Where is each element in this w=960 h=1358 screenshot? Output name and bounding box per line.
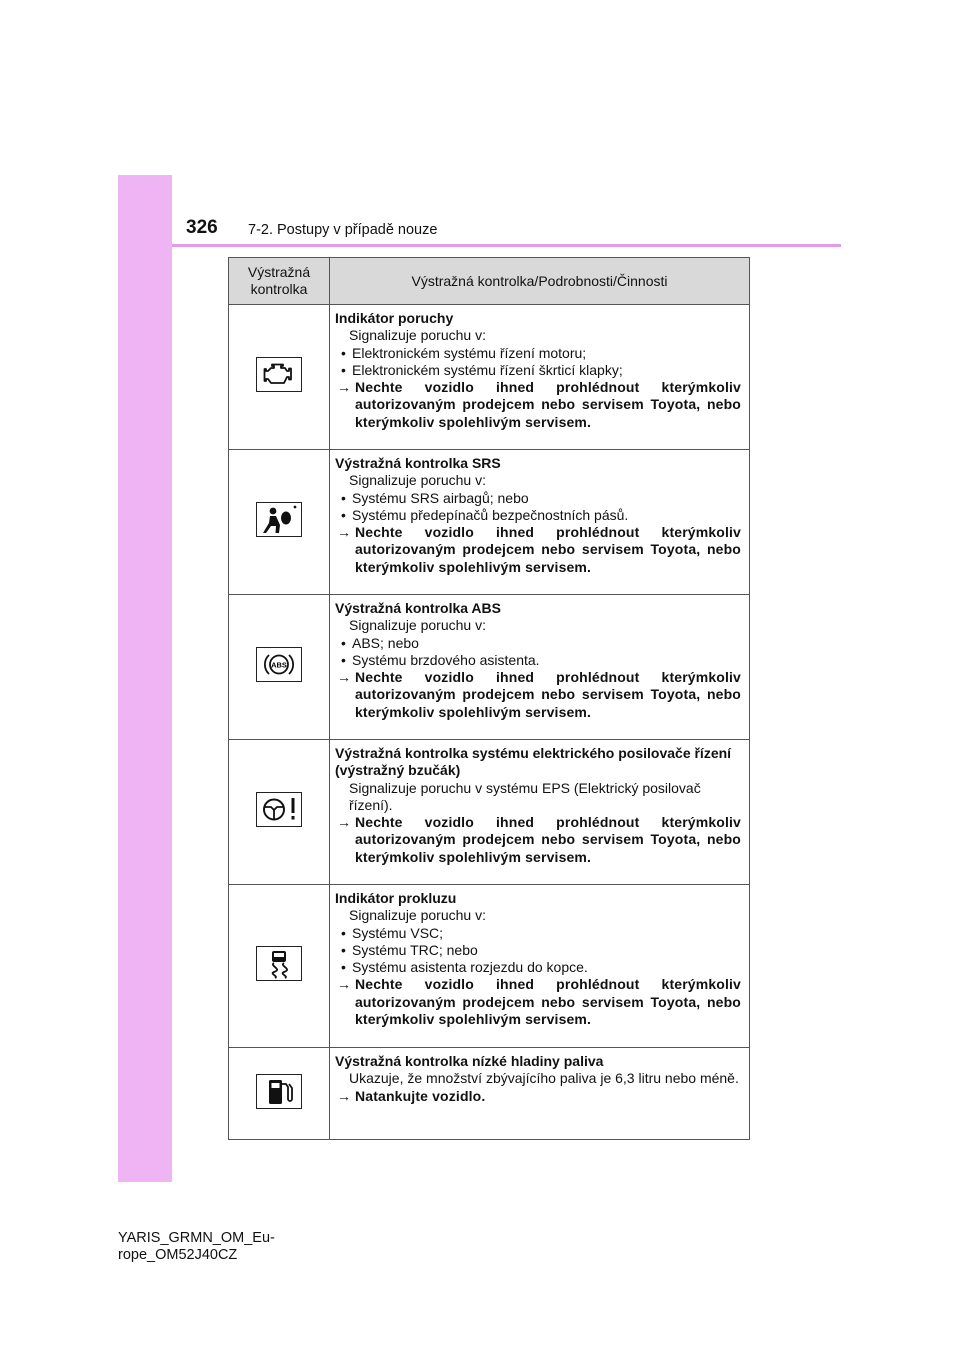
footer-code-line-2: rope_OM52J40CZ bbox=[118, 1247, 238, 1263]
action-text: → Natankujte vozidlo. bbox=[335, 1088, 741, 1105]
icon-cell bbox=[229, 305, 330, 450]
indicator-title: Indikátor poruchy bbox=[335, 310, 454, 326]
indicator-title: Výstražná kontrolka SRS bbox=[335, 455, 501, 471]
action-text: → Nechte vozidlo ihned prohlédnout kterýmkoliv autorizovaným prodejcem nebo servisem Toyota, nebo kterýmkoliv spolehlivým servisem. bbox=[335, 379, 741, 431]
indicator-title: Výstražná kontrolka ABS bbox=[335, 600, 501, 616]
details-cell bbox=[330, 595, 750, 740]
icon-cell bbox=[229, 450, 330, 595]
indicator-intro: Signalizuje poruchu v: bbox=[349, 907, 486, 924]
column-header-details: Výstražná kontrolka/Podrobnosti/Činnosti bbox=[330, 258, 750, 305]
indicator-title: Výstražná kontrolka systému elektrického posilovače řízení (výstražný bzučák) bbox=[335, 745, 732, 779]
details-cell bbox=[330, 450, 750, 595]
list-item: • Systému SRS airbagů; nebo bbox=[335, 490, 741, 507]
page-number: 326 bbox=[186, 217, 218, 238]
indicator-intro: Signalizuje poruchu v systému EPS (Elektrický posilovač řízení). bbox=[349, 779, 701, 813]
list-item: • Systému VSC; bbox=[335, 925, 741, 942]
indicator-title: Výstražná kontrolka nízké hladiny paliva bbox=[335, 1053, 604, 1069]
document-footer bbox=[118, 1230, 275, 1264]
table-header-row bbox=[229, 258, 750, 305]
header-rule bbox=[172, 244, 841, 247]
abs-icon bbox=[256, 647, 302, 682]
footer-code-line-1: YARIS_GRMN_OM_Eu- bbox=[118, 1230, 275, 1246]
warning-lights-table bbox=[228, 257, 750, 1140]
list-item: • Systému asistenta rozjezdu do kopce. bbox=[335, 959, 741, 976]
list-item: • Systému brzdového asistenta. bbox=[335, 652, 741, 669]
icon-cell bbox=[229, 1048, 330, 1140]
slip-indicator-icon bbox=[256, 946, 302, 981]
list-item: • Elektronickém systému řízení škrticí klapky; bbox=[335, 362, 741, 379]
indicator-intro: Signalizuje poruchu v: bbox=[349, 617, 486, 634]
abs-icon-label: ABS bbox=[271, 660, 287, 670]
list-item: • ABS; nebo bbox=[335, 635, 741, 652]
icon-cell bbox=[229, 740, 330, 885]
action-text: → Nechte vozidlo ihned prohlédnout kterýmkoliv autorizovaným prodejcem nebo servisem Toyota, nebo kterýmkoliv spolehlivým servisem. bbox=[335, 976, 741, 1028]
details-cell bbox=[330, 305, 750, 450]
indicator-intro: Ukazuje, že množství zbývajícího paliva je 6,3 litru nebo méně. bbox=[349, 1070, 739, 1087]
details-cell bbox=[330, 885, 750, 1048]
fuel-pump-icon bbox=[256, 1074, 302, 1109]
action-text: → Nechte vozidlo ihned prohlédnout kterýmkoliv autorizovaným prodejcem nebo servisem Toyota, nebo kterýmkoliv spolehlivým servisem. bbox=[335, 814, 741, 866]
table-row bbox=[229, 595, 750, 740]
list-item: • Systému předepínačů bezpečnostních pásů. bbox=[335, 507, 741, 524]
table-row bbox=[229, 740, 750, 885]
column-header-light: Výstražná kontrolka bbox=[229, 258, 330, 305]
indicator-intro: Signalizuje poruchu v: bbox=[349, 327, 486, 344]
table-row bbox=[229, 450, 750, 595]
table-row bbox=[229, 305, 750, 450]
table-row bbox=[229, 1048, 750, 1140]
list-item: • Systému TRC; nebo bbox=[335, 942, 741, 959]
action-text: → Nechte vozidlo ihned prohlédnout kterýmkoliv autorizovaným prodejcem nebo servisem Toyota, nebo kterýmkoliv spolehlivým servisem. bbox=[335, 524, 741, 576]
list-item: • Elektronickém systému řízení motoru; bbox=[335, 345, 741, 362]
table-row bbox=[229, 885, 750, 1048]
indicator-title: Indikátor prokluzu bbox=[335, 890, 457, 906]
icon-cell bbox=[229, 595, 330, 740]
check-engine-icon bbox=[256, 357, 302, 392]
section-title: 7-2. Postupy v případě nouze bbox=[248, 222, 438, 238]
side-color-band bbox=[118, 175, 172, 1182]
action-text: → Nechte vozidlo ihned prohlédnout kterýmkoliv autorizovaným prodejcem nebo servisem Toyota, nebo kterýmkoliv spolehlivým servisem. bbox=[335, 669, 741, 721]
details-cell bbox=[330, 1048, 750, 1140]
srs-airbag-icon bbox=[256, 502, 302, 537]
details-cell bbox=[330, 740, 750, 885]
eps-steering-icon bbox=[256, 792, 302, 827]
icon-cell bbox=[229, 885, 330, 1048]
indicator-intro: Signalizuje poruchu v: bbox=[349, 472, 486, 489]
